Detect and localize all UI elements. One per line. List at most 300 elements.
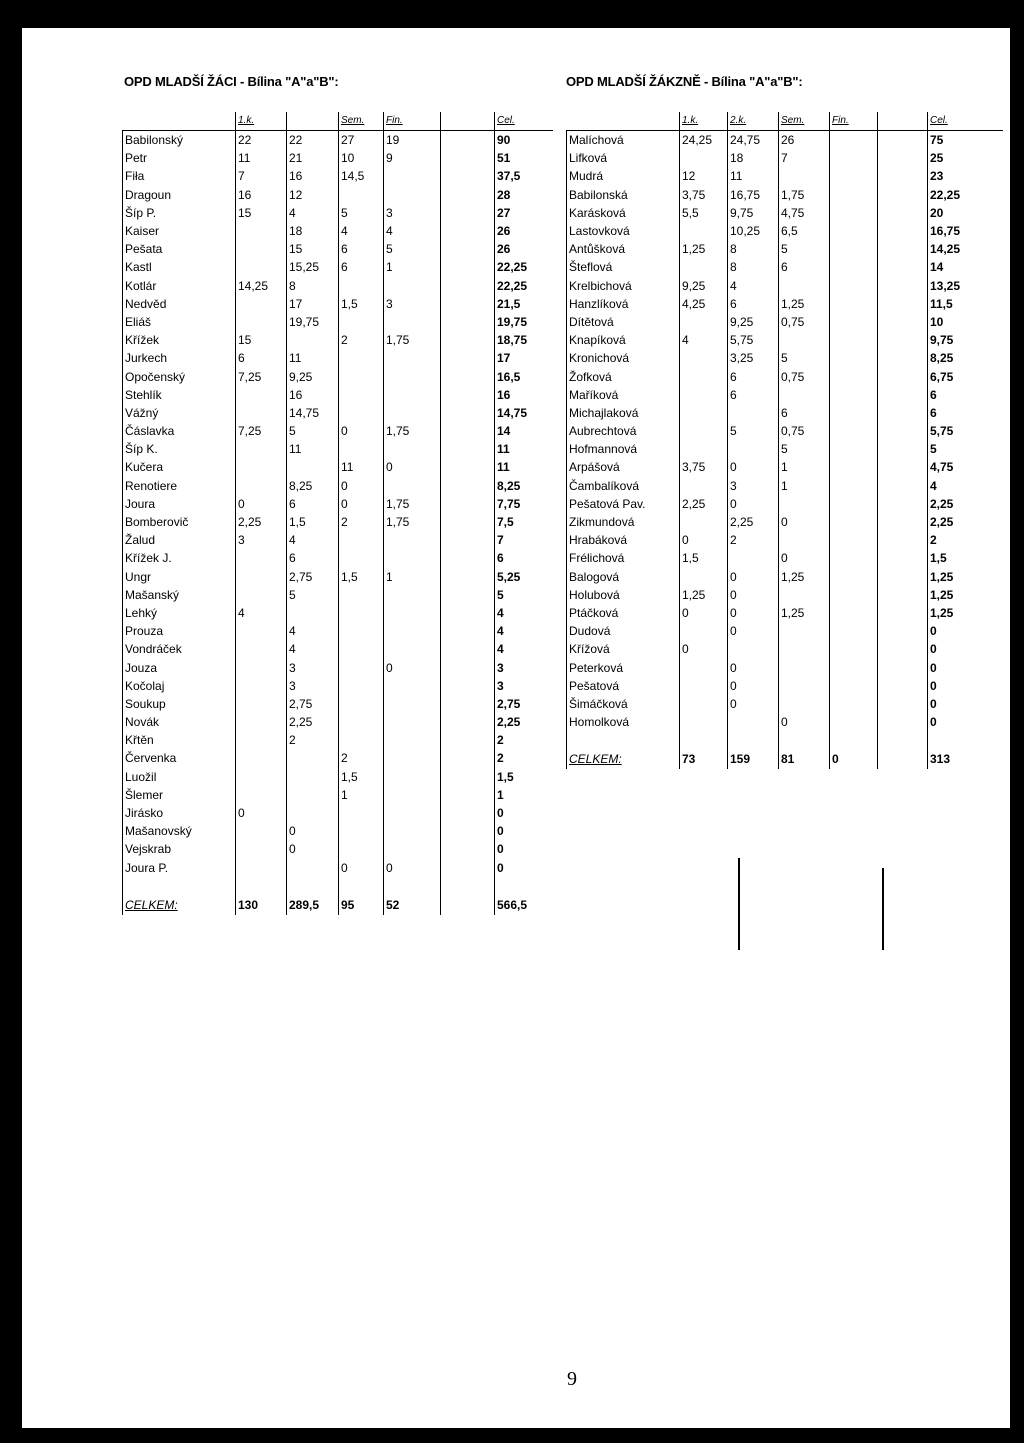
round-points	[339, 440, 384, 458]
round-points	[680, 222, 728, 240]
competitor-name: Lastovková	[567, 222, 680, 240]
round-points	[779, 695, 830, 713]
round-points	[339, 804, 384, 822]
round-points: 14,5	[339, 167, 384, 185]
round-points	[441, 295, 495, 313]
total-label: CELKEM:	[567, 749, 680, 769]
round-points: 0	[339, 859, 384, 877]
round-points	[339, 277, 384, 295]
round-points	[680, 513, 728, 531]
round-points: 15,25	[287, 258, 339, 276]
round-points: 1,5	[287, 513, 339, 531]
round-points	[287, 749, 339, 767]
competitor-name: Mašanovský	[123, 822, 236, 840]
round-points	[878, 167, 928, 185]
round-points	[779, 677, 830, 695]
header-cell-empty	[123, 112, 236, 131]
round-points: 15	[287, 240, 339, 258]
total-points: 2	[928, 531, 1003, 549]
table-row	[567, 640, 1003, 658]
round-points: 2	[728, 531, 779, 549]
round-points	[878, 386, 928, 404]
table-row	[123, 422, 553, 440]
round-points	[441, 604, 495, 622]
round-points	[779, 658, 830, 676]
round-points: 0	[236, 804, 287, 822]
table-row	[567, 586, 1003, 604]
total-points: 22,25	[495, 277, 553, 295]
table-row	[567, 386, 1003, 404]
round-points: 0	[728, 604, 779, 622]
round-points	[384, 749, 441, 767]
total-points: 1	[495, 786, 553, 804]
round-points: 3	[384, 204, 441, 222]
competitor-name: Stehlík	[123, 386, 236, 404]
round-points: 4	[287, 531, 339, 549]
round-points: 21	[287, 149, 339, 167]
round-points	[236, 822, 287, 840]
round-points	[384, 786, 441, 804]
total-points: 14	[928, 258, 1003, 276]
round-points	[878, 204, 928, 222]
round-points	[441, 549, 495, 567]
round-points	[878, 131, 928, 150]
header-cell: Cel.	[928, 112, 1003, 131]
round-points	[441, 786, 495, 804]
round-points	[236, 222, 287, 240]
header-cell: Sem.	[339, 112, 384, 131]
total-value: 313	[928, 749, 1003, 769]
competitor-name: Peterková	[567, 658, 680, 676]
competitor-name: Vážný	[123, 404, 236, 422]
round-points	[680, 622, 728, 640]
round-points	[878, 677, 928, 695]
table-row	[123, 859, 553, 877]
round-points	[236, 786, 287, 804]
round-points	[830, 131, 878, 150]
competitor-name: Novák	[123, 713, 236, 731]
competitor-name: Babilonský	[123, 131, 236, 150]
round-points	[384, 477, 441, 495]
table-row	[567, 404, 1003, 422]
table-row	[123, 622, 553, 640]
round-points: 4,25	[680, 295, 728, 313]
round-points: 11	[287, 349, 339, 367]
competitor-name: Lifková	[567, 149, 680, 167]
page-number: 9	[567, 1368, 577, 1390]
table-row	[123, 222, 553, 240]
round-points: 22	[236, 131, 287, 150]
round-points	[878, 695, 928, 713]
round-points	[878, 277, 928, 295]
round-points: 1,5	[339, 568, 384, 586]
round-points: 5	[287, 422, 339, 440]
table-row	[567, 295, 1003, 313]
round-points	[728, 440, 779, 458]
round-points: 11	[728, 167, 779, 185]
round-points	[779, 531, 830, 549]
round-points	[441, 477, 495, 495]
competitor-name: Babilonská	[567, 186, 680, 204]
round-points	[441, 186, 495, 204]
competitor-name: Šíp K.	[123, 440, 236, 458]
round-points: 8,25	[287, 477, 339, 495]
round-points: 4	[339, 222, 384, 240]
round-points	[830, 677, 878, 695]
total-value: 52	[384, 895, 441, 915]
round-points	[830, 713, 878, 731]
total-points: 2,75	[495, 695, 553, 713]
round-points	[830, 495, 878, 513]
round-points	[339, 531, 384, 549]
round-points	[339, 658, 384, 676]
round-points	[878, 458, 928, 476]
round-points	[779, 495, 830, 513]
round-points	[830, 604, 878, 622]
competitor-name: Kočolaj	[123, 677, 236, 695]
total-points: 90	[495, 131, 553, 150]
round-points	[441, 768, 495, 786]
round-points	[339, 313, 384, 331]
round-points: 0,75	[779, 367, 830, 385]
round-points	[339, 622, 384, 640]
round-points: 0	[339, 495, 384, 513]
round-points: 6	[339, 258, 384, 276]
table-row	[123, 495, 553, 513]
total-value: 0	[830, 749, 878, 769]
round-points: 2,75	[287, 568, 339, 586]
round-points	[441, 713, 495, 731]
header-cell: 1.k.	[680, 112, 728, 131]
table-row	[567, 131, 1003, 150]
total-points: 26	[495, 222, 553, 240]
round-points	[384, 549, 441, 567]
competitor-name: Michajlaková	[567, 404, 680, 422]
competitor-name: Jouza	[123, 658, 236, 676]
total-points: 4	[495, 622, 553, 640]
total-points: 37,5	[495, 167, 553, 185]
round-points	[236, 731, 287, 749]
round-points	[830, 531, 878, 549]
round-points	[441, 586, 495, 604]
round-points	[384, 840, 441, 858]
round-points: 1,5	[339, 768, 384, 786]
competitor-name: Pešata	[123, 240, 236, 258]
total-value: 73	[680, 749, 728, 769]
round-points	[236, 440, 287, 458]
round-points: 4	[287, 640, 339, 658]
round-points: 11	[236, 149, 287, 167]
table-row	[567, 277, 1003, 295]
round-points	[878, 440, 928, 458]
round-points	[830, 695, 878, 713]
round-points	[680, 349, 728, 367]
table-row	[123, 295, 553, 313]
round-points	[441, 495, 495, 513]
total-points: 0	[928, 640, 1003, 658]
round-points	[441, 731, 495, 749]
round-points	[384, 804, 441, 822]
round-points: 3,75	[680, 186, 728, 204]
table-row	[567, 204, 1003, 222]
competitor-name: Mašanský	[123, 586, 236, 604]
round-points: 4	[680, 331, 728, 349]
total-points: 2,25	[495, 713, 553, 731]
round-points	[878, 495, 928, 513]
total-label: CELKEM:	[123, 895, 236, 915]
round-points	[878, 586, 928, 604]
table-row	[123, 458, 553, 476]
competitor-name: Opočenský	[123, 367, 236, 385]
total-value: 81	[779, 749, 830, 769]
table-row	[123, 640, 553, 658]
round-points	[878, 622, 928, 640]
round-points	[878, 513, 928, 531]
spacer-cell	[123, 877, 236, 895]
round-points	[728, 640, 779, 658]
round-points	[878, 295, 928, 313]
total-points: 14,75	[495, 404, 553, 422]
round-points: 8	[728, 258, 779, 276]
competitor-name: Ptáčková	[567, 604, 680, 622]
round-points	[878, 186, 928, 204]
round-points	[680, 568, 728, 586]
round-points	[384, 586, 441, 604]
round-points: 0	[728, 695, 779, 713]
table-row	[123, 404, 553, 422]
round-points: 0	[287, 840, 339, 858]
round-points: 16	[287, 386, 339, 404]
total-points: 11	[495, 458, 553, 476]
round-points	[384, 404, 441, 422]
round-points: 3	[287, 677, 339, 695]
round-points	[339, 677, 384, 695]
round-points	[878, 713, 928, 731]
round-points	[441, 568, 495, 586]
round-points: 2,25	[680, 495, 728, 513]
round-points	[830, 658, 878, 676]
total-points: 6	[928, 404, 1003, 422]
competitor-name: Soukup	[123, 695, 236, 713]
competitor-name: Joura	[123, 495, 236, 513]
round-points: 6	[779, 258, 830, 276]
competitor-name: Antůšková	[567, 240, 680, 258]
round-points: 2,25	[236, 513, 287, 531]
round-points	[779, 586, 830, 604]
spacer-cell	[567, 731, 680, 749]
round-points: 3	[236, 531, 287, 549]
round-points	[441, 840, 495, 858]
round-points: 24,25	[680, 131, 728, 150]
round-points: 0	[384, 859, 441, 877]
header-cell: 1.k.	[236, 112, 287, 131]
total-points: 75	[928, 131, 1003, 150]
total-points: 18,75	[495, 331, 553, 349]
total-points: 8,25	[495, 477, 553, 495]
table-row	[123, 840, 553, 858]
table-row	[123, 513, 553, 531]
round-points	[441, 258, 495, 276]
total-value	[441, 895, 495, 915]
round-points: 6	[236, 349, 287, 367]
competitor-name: Mudrá	[567, 167, 680, 185]
table-row	[567, 549, 1003, 567]
round-points: 4	[287, 204, 339, 222]
round-points	[287, 786, 339, 804]
round-points	[236, 586, 287, 604]
total-points: 22,25	[495, 258, 553, 276]
round-points: 1,25	[779, 604, 830, 622]
round-points: 0	[680, 604, 728, 622]
round-points: 7	[236, 167, 287, 185]
round-points	[441, 386, 495, 404]
total-points: 9,75	[928, 331, 1003, 349]
table-row	[567, 167, 1003, 185]
round-points	[441, 222, 495, 240]
round-points: 1,5	[339, 295, 384, 313]
round-points: 0	[339, 477, 384, 495]
round-points: 5	[339, 204, 384, 222]
round-points: 0	[728, 568, 779, 586]
round-points	[830, 186, 878, 204]
header-cell	[441, 112, 495, 131]
round-points: 0	[680, 531, 728, 549]
spacer-cell	[878, 731, 928, 749]
round-points	[441, 349, 495, 367]
round-points	[384, 313, 441, 331]
round-points: 10	[339, 149, 384, 167]
round-points: 6	[287, 549, 339, 567]
table-row	[567, 149, 1003, 167]
competitor-name: Čambalíková	[567, 477, 680, 495]
round-points	[236, 768, 287, 786]
competitor-name: Kaiser	[123, 222, 236, 240]
table-row	[567, 622, 1003, 640]
total-points: 6	[928, 386, 1003, 404]
total-value	[878, 749, 928, 769]
header-cell: Sem.	[779, 112, 830, 131]
round-points	[830, 149, 878, 167]
round-points	[779, 622, 830, 640]
round-points	[728, 549, 779, 567]
table-row	[123, 349, 553, 367]
total-points: 25	[928, 149, 1003, 167]
table-row	[123, 367, 553, 385]
round-points: 2	[339, 749, 384, 767]
round-points	[384, 622, 441, 640]
round-points	[441, 640, 495, 658]
round-points: 15	[236, 204, 287, 222]
table-row	[123, 440, 553, 458]
round-points: 16	[236, 186, 287, 204]
table-row	[123, 386, 553, 404]
table-row	[567, 313, 1003, 331]
round-points: 4	[384, 222, 441, 240]
round-points	[441, 404, 495, 422]
total-points: 11	[495, 440, 553, 458]
competitor-name: Žofková	[567, 367, 680, 385]
competitor-name: Luožil	[123, 768, 236, 786]
table-row	[123, 131, 553, 150]
round-points: 12	[680, 167, 728, 185]
round-points: 12	[287, 186, 339, 204]
header-cell-empty	[567, 112, 680, 131]
total-points: 2	[495, 731, 553, 749]
table-row	[567, 422, 1003, 440]
round-points	[779, 277, 830, 295]
round-points: 1	[384, 258, 441, 276]
round-points	[830, 513, 878, 531]
round-points	[878, 331, 928, 349]
round-points	[339, 404, 384, 422]
table-row	[123, 477, 553, 495]
competitor-name: Červenka	[123, 749, 236, 767]
competitor-name: Karásková	[567, 204, 680, 222]
header-cell	[287, 112, 339, 131]
round-points	[441, 658, 495, 676]
round-points: 1,75	[384, 495, 441, 513]
round-points: 1,25	[680, 586, 728, 604]
table-row	[567, 677, 1003, 695]
round-points	[384, 167, 441, 185]
round-points: 4	[236, 604, 287, 622]
round-points	[384, 349, 441, 367]
round-points	[236, 713, 287, 731]
total-points: 0	[495, 822, 553, 840]
spacer-cell	[495, 877, 553, 895]
vertical-rule	[882, 868, 884, 950]
total-points: 1,5	[928, 549, 1003, 567]
round-points	[384, 822, 441, 840]
round-points: 0	[728, 458, 779, 476]
total-row	[567, 749, 1003, 769]
total-row	[123, 895, 553, 915]
round-points	[339, 840, 384, 858]
table-row	[123, 604, 553, 622]
table-row	[567, 568, 1003, 586]
total-points: 17	[495, 349, 553, 367]
competitor-name: Vondráček	[123, 640, 236, 658]
total-points: 23	[928, 167, 1003, 185]
round-points	[236, 695, 287, 713]
competitor-name: Vejskrab	[123, 840, 236, 858]
round-points: 4,75	[779, 204, 830, 222]
table-row	[567, 367, 1003, 385]
round-points: 1,25	[779, 295, 830, 313]
round-points	[339, 713, 384, 731]
round-points: 9,75	[728, 204, 779, 222]
round-points	[339, 731, 384, 749]
competitor-name: Malíchová	[567, 131, 680, 150]
competitor-name: Čáslavka	[123, 422, 236, 440]
round-points	[339, 386, 384, 404]
round-points	[384, 604, 441, 622]
total-points: 0	[928, 658, 1003, 676]
round-points: 16	[287, 167, 339, 185]
round-points	[384, 640, 441, 658]
round-points	[779, 640, 830, 658]
total-points: 4	[495, 604, 553, 622]
total-points: 4	[928, 477, 1003, 495]
round-points	[287, 331, 339, 349]
round-points	[830, 640, 878, 658]
round-points	[236, 295, 287, 313]
round-points	[236, 568, 287, 586]
competitor-name: Šlemer	[123, 786, 236, 804]
round-points: 22	[287, 131, 339, 150]
spacer-cell	[441, 877, 495, 895]
round-points	[680, 440, 728, 458]
